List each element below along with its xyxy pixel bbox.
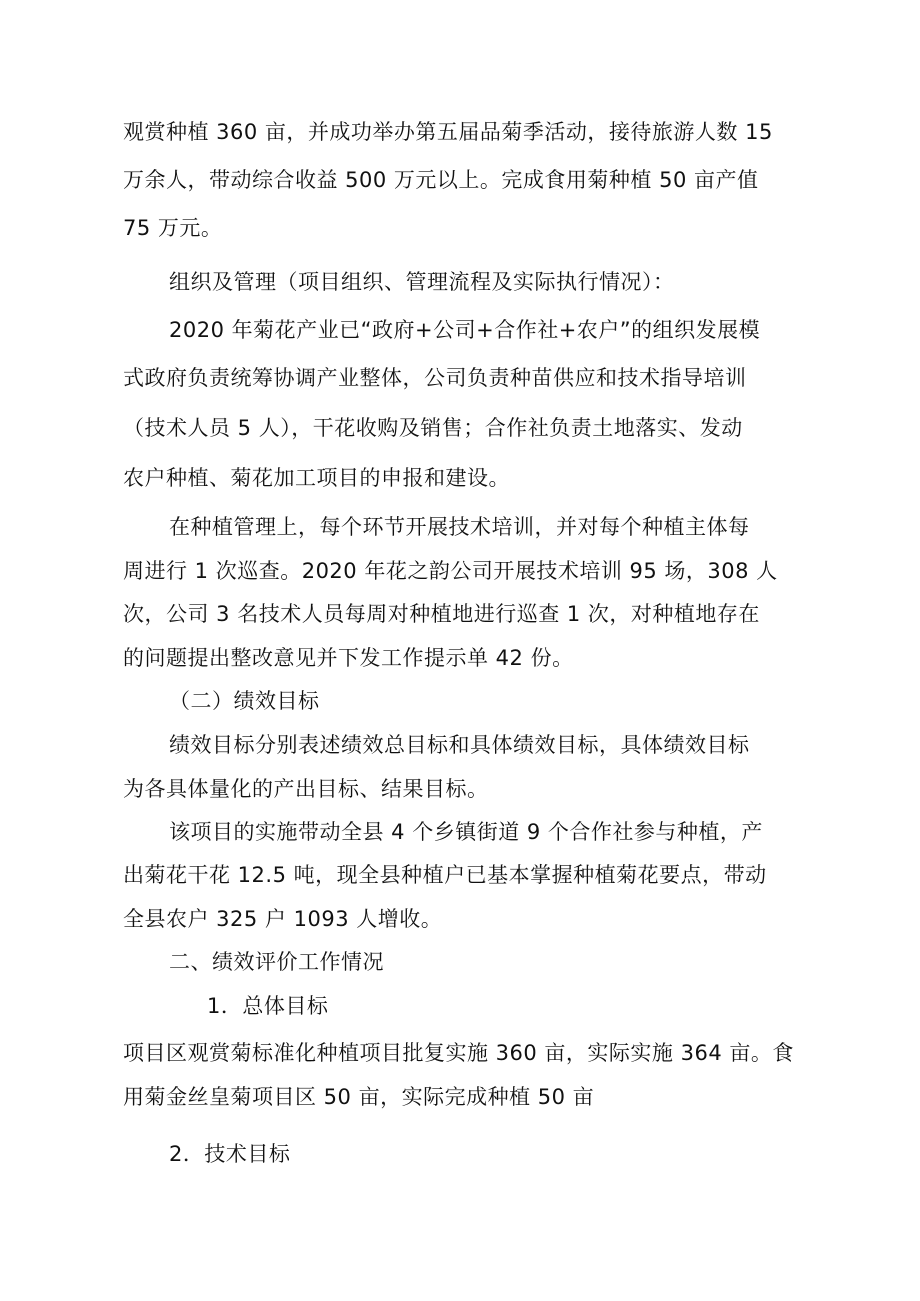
paragraph-line: 次，公司 3 名技术人员每周对种植地进行巡查 1 次，对种植地存在 [123, 602, 760, 626]
section-heading: 组织及管理（项目组织、管理流程及实际执行情况）： [169, 270, 675, 294]
paragraph-line: 全县农户 325 户 1093 人增收。 [123, 907, 443, 931]
section-heading: 二、绩效评价工作情况 [169, 950, 384, 974]
paragraph-line: 为各具体量化的产出目标、结果目标。 [123, 777, 489, 801]
paragraph-line: 的问题提出整改意见并下发工作提示单 42 份。 [123, 646, 574, 670]
paragraph-line: 绩效目标分别表述绩效总目标和具体绩效目标，具体绩效目标 [169, 733, 750, 757]
paragraph-line: 农户种植、菊花加工项目的申报和建设。 [123, 466, 510, 490]
paragraph-line: 观赏种植 360 亩，并成功举办第五届品菊季活动，接待旅游人数 15 [123, 120, 773, 144]
paragraph-line: 该项目的实施带动全县 4 个乡镇街道 9 个合作社参与种植，产 [169, 820, 763, 844]
paragraph-line: 2020 年菊花产业已“政府+公司+合作社+农户”的组织发展模 [169, 318, 761, 342]
paragraph-line: （技术人员 5 人），干花收购及销售；合作社负责土地落实、发动 [123, 416, 743, 440]
paragraph-line: 75 万元。 [123, 216, 223, 240]
paragraph-line: 项目区观赏菊标准化种植项目批复实施 360 亩，实际实施 364 亩。食 [123, 1041, 794, 1065]
paragraph-line: 用菊金丝皇菊项目区 50 亩，实际完成种植 50 亩 [123, 1085, 595, 1109]
paragraph-line: 出菊花干花 12.5 吨，现全县种植户已基本掌握种植菊花要点，带动 [123, 863, 767, 887]
section-heading: （二）绩效目标 [169, 689, 320, 713]
paragraph-line: 式政府负责统筹协调产业整体，公司负责种苗供应和技术指导培训 [123, 366, 747, 390]
paragraph-line: 万余人，带动综合收益 500 万元以上。完成食用菊种植 50 亩产值 [123, 168, 759, 192]
subsection-heading: 1．总体目标 [207, 994, 329, 1018]
paragraph-line: 在种植管理上，每个环节开展技术培训，并对每个种植主体每 [169, 515, 750, 539]
subsection-heading: 2．技术目标 [169, 1142, 291, 1166]
paragraph-line: 周进行 1 次巡查。2020 年花之韵公司开展技术培训 95 场，308 人 [123, 559, 778, 583]
